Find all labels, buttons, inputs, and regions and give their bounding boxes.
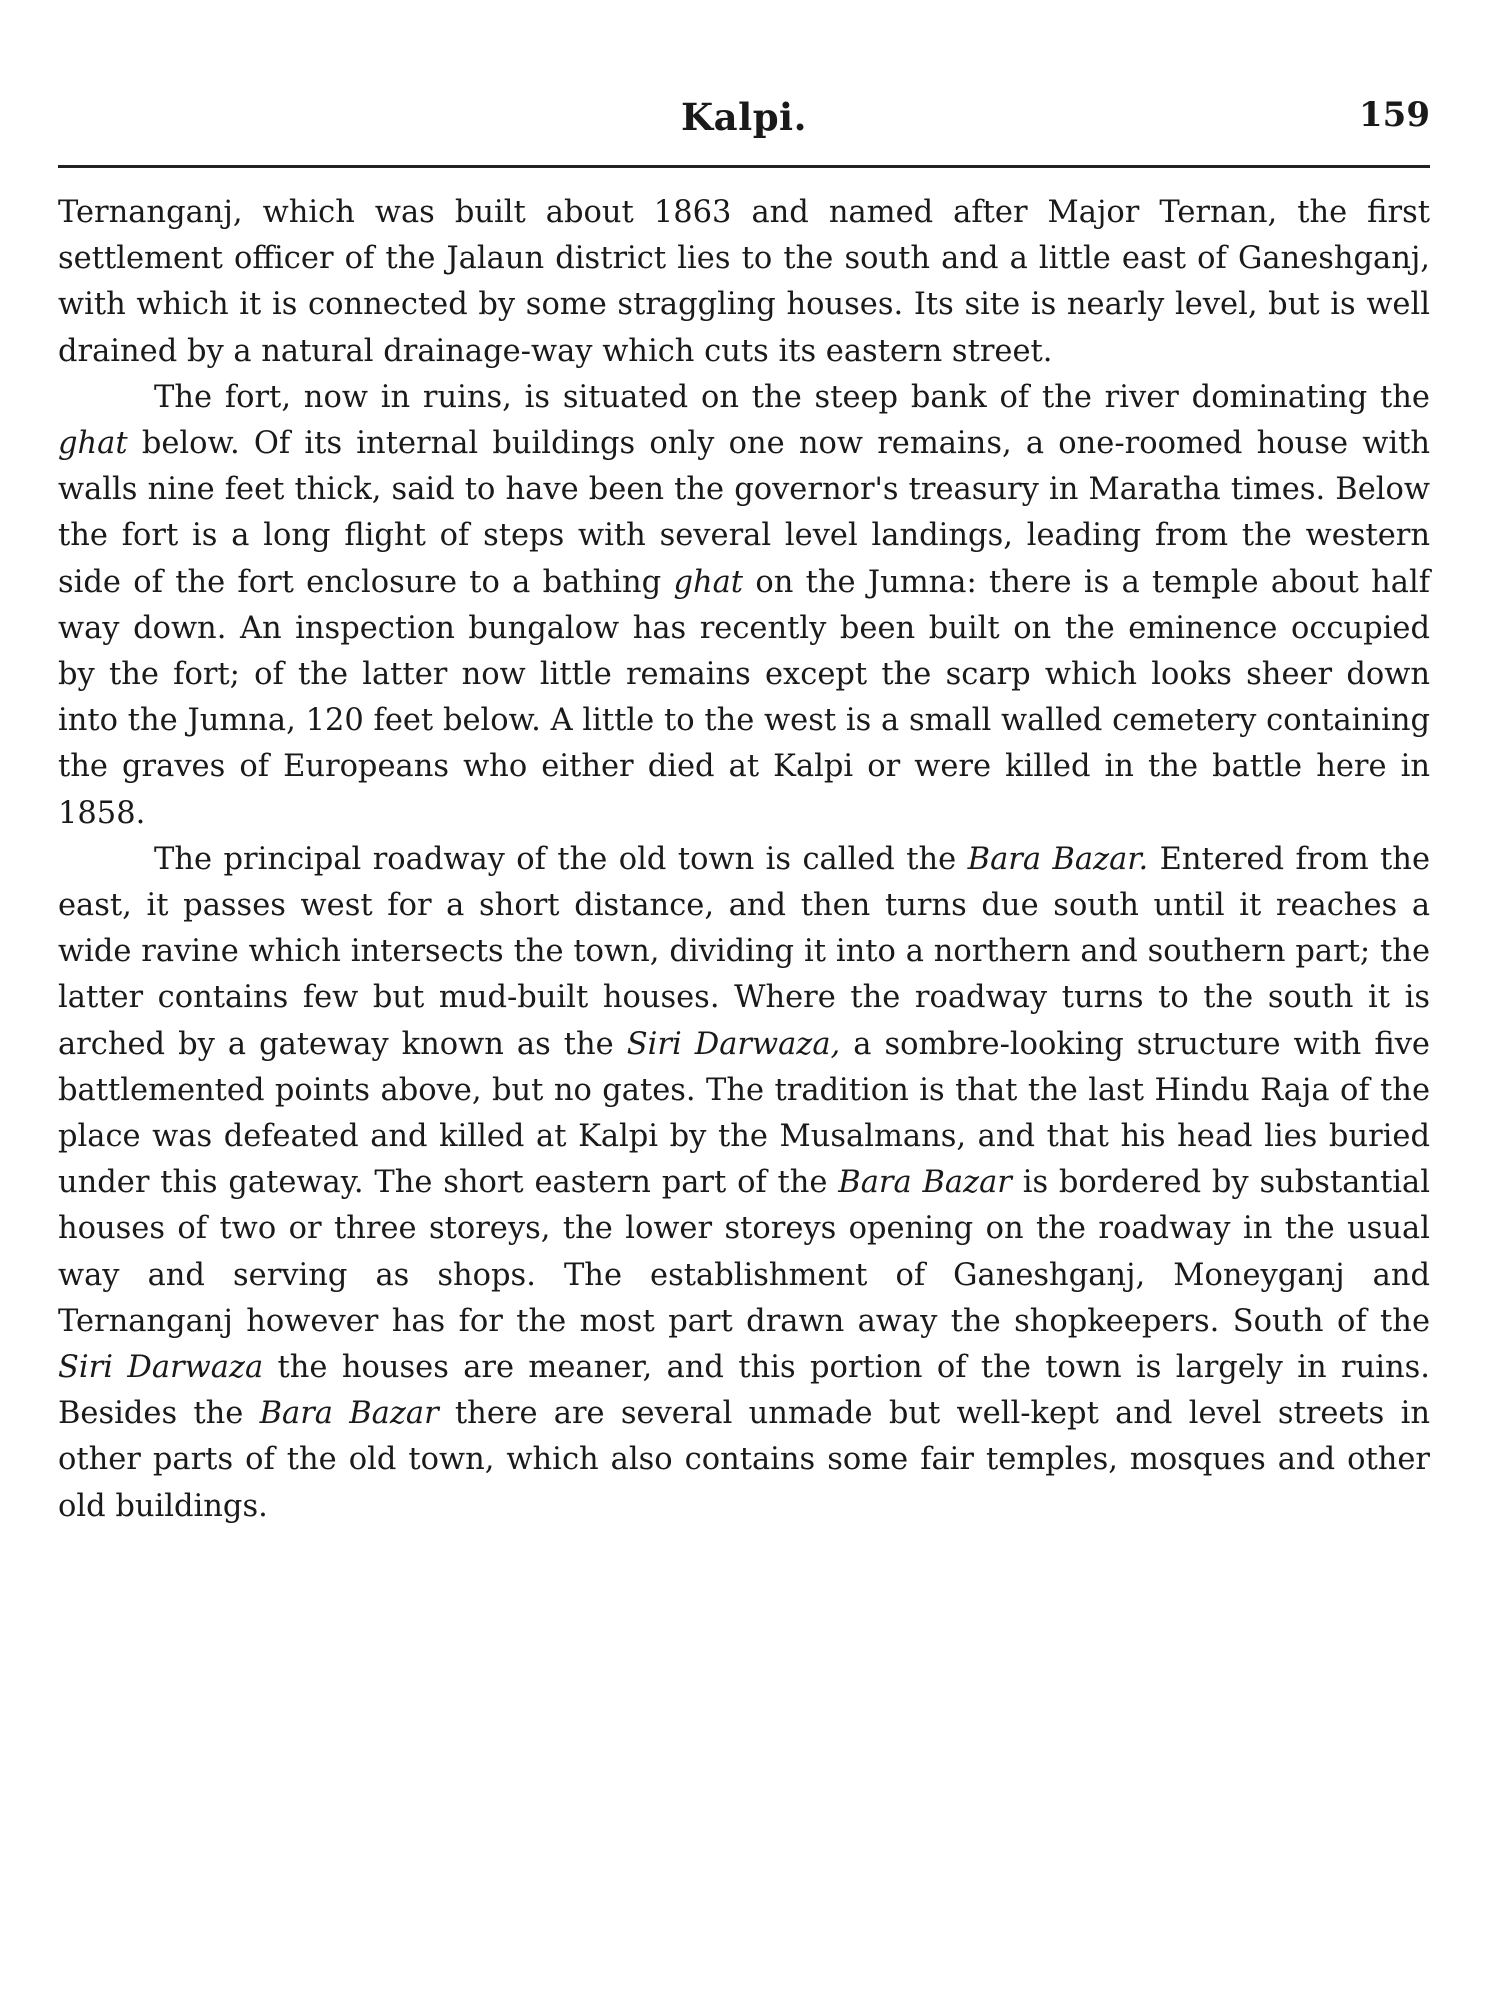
text-run: Ternanganj, which was built about 1863 and named after Major Ternan, the first settlement officer of the Jalaun district lies to the south and a little east of Ganeshganj, with which it is connected by some straggling houses. Its site is nearly level, but is well drained by a natural drainage-way which cuts its eastern street. — [58, 195, 1430, 369]
italic-term: Siri Darwaza, — [626, 1026, 841, 1062]
text-run: a sombre-looking structure with five battlemented points above, but no gates. The tradition is that the last Hindu Raja of the place was defeated and killed at Kalpi by the Musalmans, and that his head lies buried under this gateway. The short eastern part of the — [58, 1026, 1430, 1201]
page-title: Kalpi. — [681, 95, 807, 139]
text-run: there are several unmade but well-kept and level streets in other parts of the old town, which also contains some fair temples, mosques and other old buildings. — [58, 1396, 1430, 1524]
italic-term: Bara Bazar — [259, 1396, 439, 1432]
text-run: is bordered by substantial houses of two or three storeys, the lower storeys opening on the roadway in the usual way and serving as shops. The establishment of Ganeshganj, Moneyganj and Ternanganj however has for the most part drawn away the shopkeepers. South of the — [58, 1165, 1430, 1339]
document-page — [58, 95, 1430, 1530]
page-number: 159 — [1359, 95, 1430, 135]
running-header — [58, 95, 1430, 139]
italic-term: ghat — [673, 564, 744, 600]
body-text — [58, 190, 1430, 1530]
paragraph — [58, 190, 1430, 375]
text-run: the houses are meaner, and this portion of the town is largely in ruins. Besides the — [58, 1350, 1430, 1432]
italic-term: Bara Bazar. — [967, 841, 1149, 877]
text-run: below. Of its internal buildings only one now remains, a one-roomed house with walls nine feet thick, said to have been the governor's treasury in Maratha times. Below the fort is a long flight of steps with several level landings, leading from the western side of the fort enclosure to a bathing — [58, 426, 1430, 600]
italic-term: ghat — [58, 426, 128, 462]
italic-term: Siri Darwaza — [58, 1350, 264, 1386]
text-run: The principal roadway of the old town is called the — [154, 841, 968, 877]
header-rule — [58, 165, 1430, 168]
text-run: on the Jumna: there is a temple about half way down. An inspection bungalow has recently been built on the eminence occupied by the fort; of the latter now little remains except the scarp which looks sheer down into the Jumna, 120 feet below. A little to the west is a small walled cemetery containing the graves of Europeans who either died at Kalpi or were killed in the battle here in 1858. — [58, 564, 1430, 831]
text-run: The fort, now in ruins, is situated on the steep bank of the river dominating the — [154, 379, 1430, 415]
text-run: Entered from the east, it passes west for a short distance, and then turns due south until it reaches a wide ravine which intersects the town, dividing it into a northern and southern part; the latter contains few but mud-built houses. Where the roadway turns to the south it is arched by a gateway known as the — [58, 841, 1430, 1062]
italic-term: Bara Bazar — [838, 1165, 1012, 1201]
paragraph — [58, 375, 1430, 837]
paragraph — [58, 837, 1430, 1530]
